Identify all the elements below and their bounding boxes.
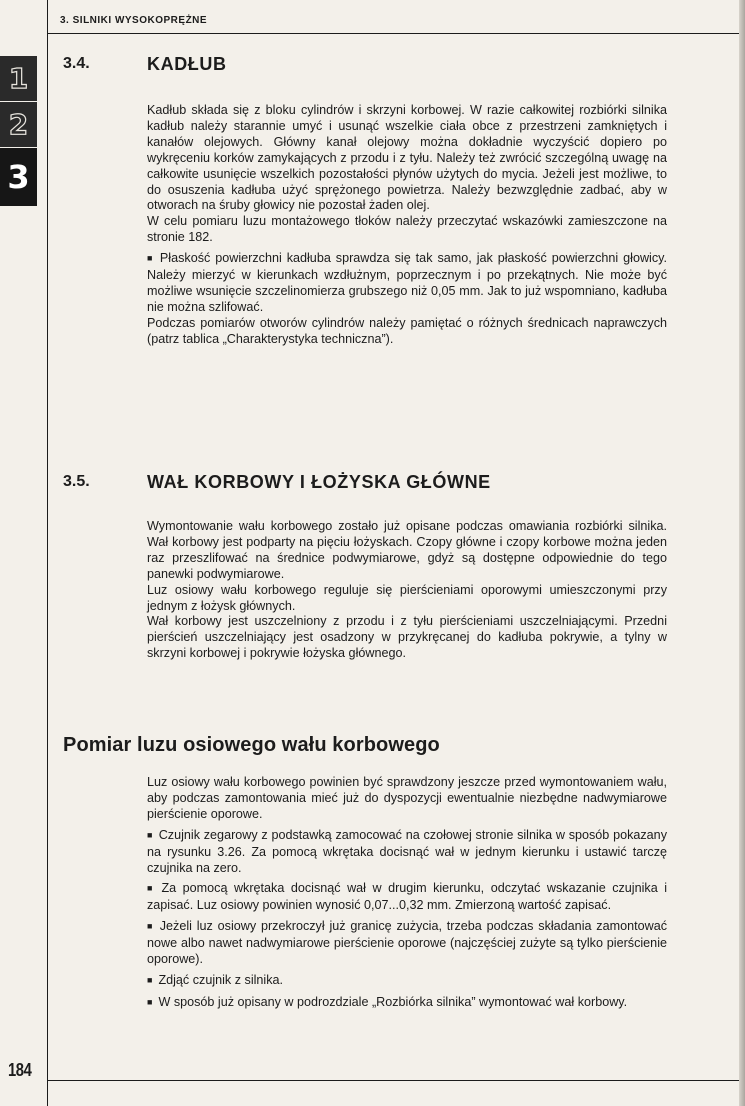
chapter-tab-2: 2 — [0, 102, 37, 147]
section-body — [147, 519, 667, 662]
section-number: 3.4. — [63, 55, 90, 72]
paragraph: Luz osiowy wału korbowego powinien być sprawdzony jeszcze przed wymontowaniem wału, aby podczas zamontowania mieć już do dyspozycji ewentualnie niezbędne nadwymiarowe pierścienie oporowe. — [147, 775, 667, 821]
chapter-tab-3: 3 — [0, 148, 37, 206]
bullet-icon — [147, 973, 158, 987]
paragraph — [147, 995, 667, 1012]
paragraph: Podczas pomiarów otworów cylindrów należy pamiętać o różnych średnicach naprawczych (patrz tablica „Charakterystyka techniczna”). — [147, 315, 667, 346]
paragraph-text: Jeżeli luz osiowy przekroczył już granicę zużycia, trzeba podczas składania zamontować nowe albo nawet nadwymiarowe pierścienie oporowe (najczęściej zużyte są tylko pierścienie oporowe). — [147, 919, 667, 967]
bullet-icon — [147, 251, 160, 265]
paragraph: Wał korbowy jest uszczelniony z przodu i z tyłu pierścieniami uszczelniającymi. Przedni pierścień uszczelniający jest osadzony w przykręcanej do kadłuba pokrywie, a tylny w skrzyni korbowej i pokrywie łożyska głównego. — [147, 614, 667, 661]
bullet-icon — [147, 995, 158, 1009]
paragraph — [147, 973, 667, 990]
paragraph-text: Zdjąć czujnik z silnika. — [158, 972, 284, 987]
section-title: WAŁ KORBOWY I ŁOŻYSKA GŁÓWNE — [147, 472, 491, 492]
paragraph — [147, 828, 667, 877]
running-header: 3. SILNIKI WYSOKOPRĘŻNE — [60, 15, 208, 26]
bullet-icon — [147, 828, 159, 842]
bullet-icon — [147, 919, 160, 933]
chapter-tabs — [0, 56, 37, 207]
bullet-icon — [147, 881, 161, 895]
paragraph-text: Płaskość powierzchni kadłuba sprawdza się tak samo, jak płaskość powierzchni głowicy. Należy mierzyć w kierunkach wzdłużnym, poprzecznym i po przekątnych. Nie może być możliwe wsunięcie szczelinomierza grubszego niż 0,05 mm. Jak to już wspomniano, kadłuba nie można szlifować. — [147, 251, 668, 314]
paragraph: Wymontowanie wału korbowego zostało już opisane podczas omawiania rozbiórki silnika. Wał korbowy jest podparty na pięciu łożyskach. Czopy główne i czopy korbowe można jeden raz przeszlifować na średnice podwymiarowe, gdyż są dostępne odpowiednie do tego panewki podwymiarowe. — [147, 519, 667, 581]
paragraph — [147, 919, 667, 968]
paragraph: W celu pomiaru luzu montażowego tłoków należy przeczytać wskazówki zamieszczone na stronie 182. — [147, 214, 667, 245]
paragraph — [147, 251, 667, 316]
section-title: KADŁUB — [147, 54, 227, 74]
subsection-title: Pomiar luzu osiowego wału korbowego — [63, 734, 440, 756]
section-number: 3.5. — [63, 473, 90, 490]
paragraph-text: Za pomocą wkrętaka docisnąć wał w drugim kierunku, odczytać wskazanie czujnika i zapisać. Luz osiowy powinien wynosić 0,07...0,32 mm. Zmierzoną wartość zapisać. — [147, 881, 668, 913]
header-rule — [47, 33, 739, 34]
margin-rule — [47, 0, 48, 1106]
paragraph: Kadłub składa się z bloku cylindrów i skrzyni korbowej. W razie całkowitej rozbiórki silnika kadłub należy starannie umyć i usunąć wszelkie ciała obce z przestrzeni zamkniętych i kanałów olejowych. Główny kanał olejowy można dokładnie wyczyścić dopiero po wykręceniu korków zamykających z przodu i z tyłu. Należy też zwrócić szczególną uwagę na całkowite usunięcie wszelkich pozostałości płynów użytych do mycia. Jeżeli jest możliwe, to do osuszenia kadłuba użyć sprężonego powietrza. Należy bezwzględnie zadbać, aby w otworach na śruby głowicy nie pozostał żaden olej. — [147, 103, 667, 213]
chapter-tab-1: 1 — [0, 56, 37, 101]
page-number: 184 — [8, 1060, 32, 1080]
page-edge — [739, 0, 745, 1106]
section-body — [147, 103, 667, 348]
paragraph — [147, 881, 667, 914]
footer-rule — [47, 1080, 739, 1081]
paragraph-text: W sposób już opisany w podrozdziale „Rozbiórka silnika” wymontować wał korbowy. — [158, 994, 628, 1009]
paragraph: Luz osiowy wału korbowego reguluje się pierścieniami oporowymi umieszczonymi przy jednym z łożysk głównych. — [147, 582, 667, 613]
paragraph-text: Czujnik zegarowy z podstawką zamocować na czołowej stronie silnika w sposób pokazany na rysunku 3.26. Za pomocą wkrętaka docisnąć wał w jednym kierunku i ustawić tarczę czujnika na zero. — [147, 827, 667, 875]
subsection-body — [147, 775, 667, 1012]
